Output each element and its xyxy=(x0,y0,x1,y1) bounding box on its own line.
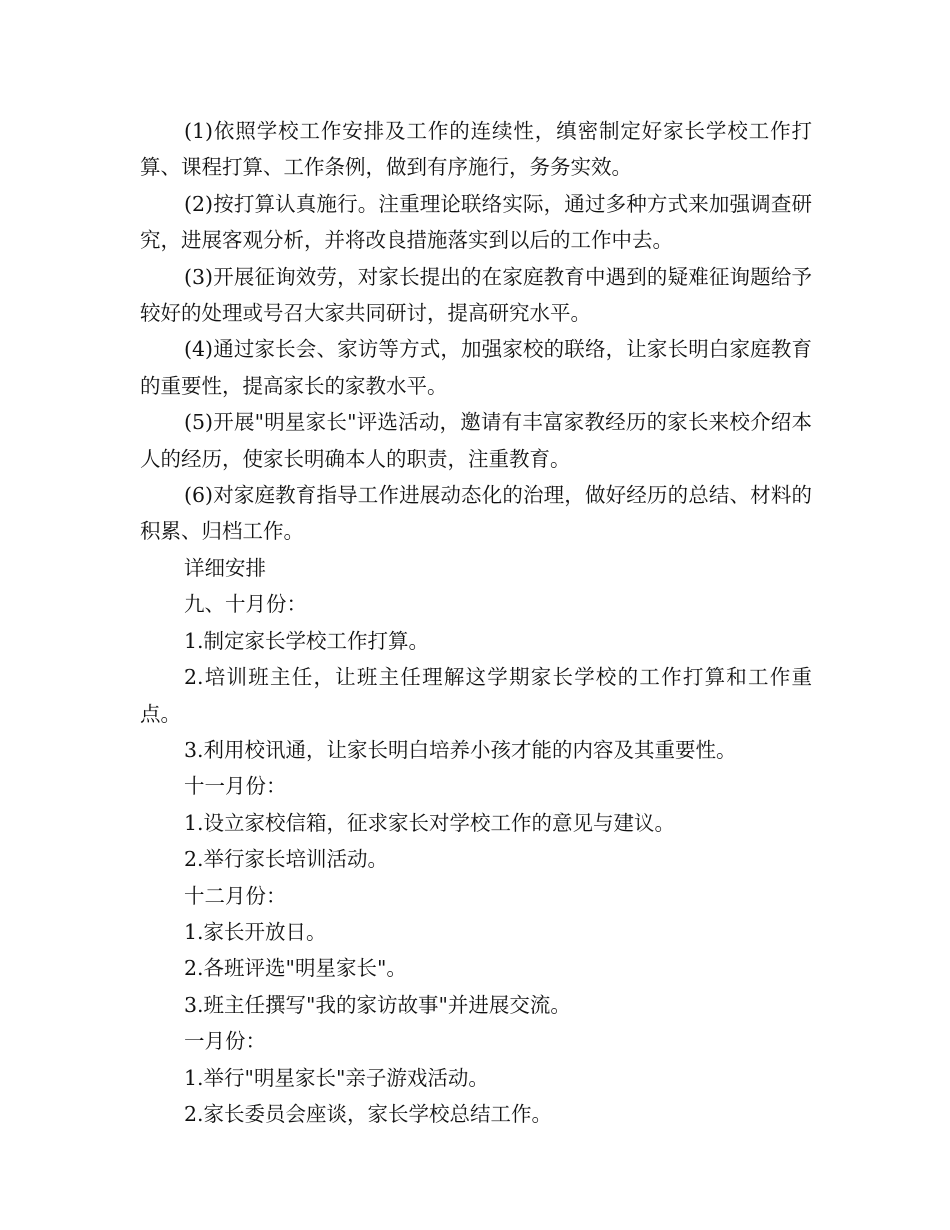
list-item: 2.举行家长培训活动。 xyxy=(184,847,389,872)
list-item: 3.利用校讯通，让家长明白培养小孩才能的内容及其重要性。 xyxy=(184,737,737,762)
document-body xyxy=(140,113,812,1132)
paragraph-item-6: (6)对家庭教育指导工作进展动态化的治理，做好经历的总结、材料的积累、归档工作。 xyxy=(140,483,812,544)
list-item: 1.家长开放日。 xyxy=(184,919,327,944)
list-item: 3.班主任撰写"我的家访故事"并进展交流。 xyxy=(184,992,571,1017)
paragraph-item-5: (5)开展"明星家长"评选活动，邀请有丰富家教经历的家长来校介绍本人的经历，使家长明确本人的职责，注重教育。 xyxy=(140,410,812,471)
paragraph-item-4: (4)通过家长会、家访等方式，加强家校的联络，让家长明白家庭教育的重要性，提高家长的家教水平。 xyxy=(140,337,812,398)
paragraph-item-3: (3)开展征询效劳，对家长提出的在家庭教育中遇到的疑难征询题给予较好的处理或号召大家共同研讨，提高研究水平。 xyxy=(140,264,812,326)
list-item: 1.设立家校信箱，征求家长对学校工作的意见与建议。 xyxy=(184,810,676,835)
paragraph-item-2: (2)按打算认真施行。注重理论联络实际，通过多种方式来加强调查研究，进展客观分析，并将改良措施落实到以后的工作中去。 xyxy=(140,191,812,253)
list-item: 1.制定家长学校工作打算。 xyxy=(184,628,430,653)
list-item: 1.举行"明星家长"亲子游戏活动。 xyxy=(184,1065,489,1090)
paragraph-item-1: (1)依照学校工作安排及工作的连续性，缜密制定好家长学校工作打算、课程打算、工作条例，做到有序施行，务务实效。 xyxy=(140,119,812,180)
month-heading: 九、十月份： xyxy=(184,592,307,617)
section-heading: 详细安排 xyxy=(184,555,266,580)
list-item: 2.家长委员会座谈，家长学校总结工作。 xyxy=(184,1101,553,1126)
month-heading: 一月份： xyxy=(184,1029,266,1054)
list-item: 2.各班评选"明星家长"。 xyxy=(184,956,407,981)
month-heading: 十一月份： xyxy=(184,774,287,799)
month-heading: 十二月份： xyxy=(184,883,287,908)
list-item: 2.培训班主任，让班主任理解这学期家长学校的工作打算和工作重点。 xyxy=(140,665,812,726)
